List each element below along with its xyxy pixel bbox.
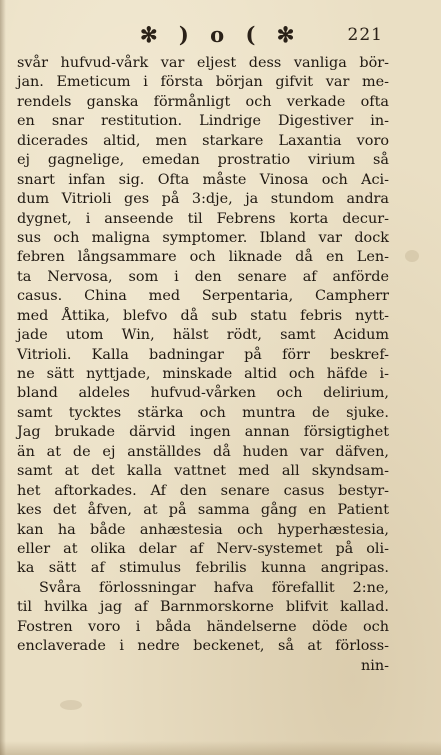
text-line: ka sätt af stimulus febrilis kunna angripas. [17, 560, 389, 577]
text-line: enclaverade i nedre beckenet, så at förloss- [17, 638, 389, 655]
page-number: 221 [347, 25, 383, 45]
text-line: Vitrioli. Kalla badningar på förr beskref- [17, 346, 389, 363]
paper-stain [405, 250, 419, 262]
text-line: samt tycktes stärka och muntra de sjuke. [17, 404, 389, 421]
text-line: kes det åfven, at på samma gång en Patient [17, 502, 389, 519]
text-line: casus. China med Serpentaria, Campherr [17, 288, 389, 305]
page-edge-shadow [0, 0, 6, 755]
running-header [0, 22, 441, 48]
paper-stain [60, 700, 82, 710]
text-line: dicerades altid, men starkare Laxantia voro [17, 132, 389, 149]
text-line: sus och maligna symptomer. Ibland var dock [17, 229, 389, 246]
text-line: en snar restitution. Lindrige Digestiver in- [17, 113, 389, 130]
text-line: ej gagnelige, emedan prostratio virium så [17, 152, 389, 169]
text-line: samt at det kalla vattnet med all skyndsam- [17, 463, 389, 480]
catchword: nin- [360, 657, 389, 674]
text-line: jan. Emeticum i första början gifvit var me- [17, 74, 389, 91]
page-bottom-shadow [0, 741, 441, 755]
text-line: jade utom Win, hälst rödt, samt Acidum [17, 327, 389, 344]
text-line: het aftorkades. Af den senare casus bestyr- [17, 482, 389, 499]
text-line: dygnet, i anseende til Febrens korta decur- [17, 210, 389, 227]
text-line: Svåra förlossningar hafva förefallit 2:ne, [39, 579, 389, 596]
header-ornament: ✻ ) o ( ✻ [140, 22, 302, 47]
text-line: Jag brukade därvid ingen annan försigtighet [17, 424, 389, 441]
text-line: snart infan sig. Ofta måste Vinosa och Aci- [17, 171, 389, 188]
text-line: dum Vitrioli ges på 3:dje, ja stundom andra [17, 191, 389, 208]
text-line: febren långsammare och liknade då en Len- [17, 249, 389, 266]
text-line: til hvilka jag af Barnmorskorne blifvit kallad. [17, 599, 389, 616]
text-line: kan ha både anhæstesia och hyperhæstesia, [17, 521, 389, 538]
text-line: eller at olika delar af Nerv-systemet på oli- [17, 540, 389, 557]
text-line: Fostren voro i båda händelserne döde och [17, 618, 389, 635]
text-line: svår hufvud-vårk var eljest dess vanliga bör- [17, 55, 389, 71]
text-line: rendels ganska förmånligt och verkade ofta [17, 93, 389, 110]
text-line: ta Nervosa, som i den senare af anförde [17, 268, 389, 285]
text-line: än at de ej anställdes då huden var däfven, [17, 443, 389, 460]
text-line: bland aldeles hufvud-vårken och delirium, [17, 385, 389, 402]
text-line: med Åttika, blefvo då sub statu febris nytt- [17, 307, 389, 324]
text-line: ne sätt nyttjade, minskade altid och häfde i- [17, 366, 389, 382]
body-text [17, 54, 389, 676]
